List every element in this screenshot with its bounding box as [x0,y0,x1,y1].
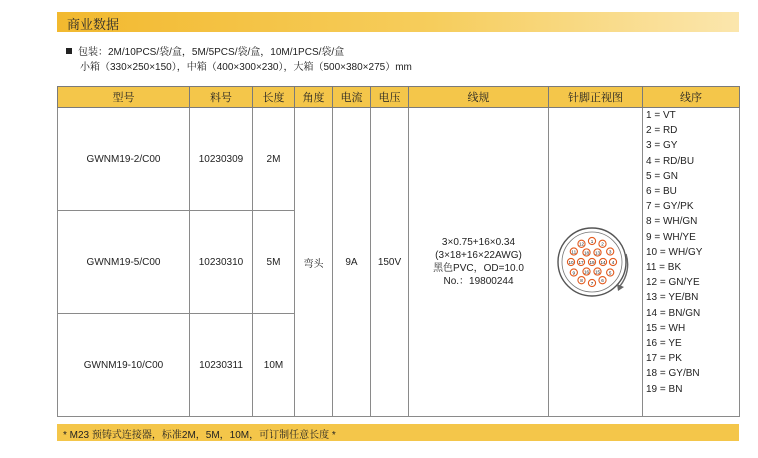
length-cell: 10M [253,314,295,417]
footer-note-bar [57,424,739,441]
pin-number: 16 [583,269,589,275]
header-angle: 角度 [295,87,333,108]
model-cell: GWNM19-2/C00 [58,108,190,211]
table-row [58,108,740,211]
header-length: 长度 [253,87,295,108]
pin-number: 13 [594,250,600,256]
model-cell: GWNM19-10/C00 [58,314,190,417]
angle-cell: 弯头 [295,108,333,417]
wire-sequence-item: 7 = GY/PK [646,201,694,213]
wire-sequence-item: 1 = VT [646,110,676,121]
header-model: 型号 [58,87,190,108]
pin-number: 10 [567,259,574,265]
connector-pin-diagram [554,224,638,300]
pin-number: 19 [588,259,595,265]
wire-sequence-item: 3 = GY [646,140,678,152]
pin-number: 7 [590,280,593,286]
wire-sequence-item: 19 = BN [646,383,683,395]
bullet-square-icon [66,48,72,54]
wire-gauge-line: 3×0.75+16×0.34 [441,237,516,248]
wire-sequence-item: 14 = BN/GN [646,307,701,319]
part-number-cell: 10230311 [190,314,253,417]
wire-sequence-item: 16 = YE [646,338,682,350]
pin-number: 8 [579,277,583,283]
wire-gauge-line: No.：19800244 [443,276,514,287]
length-cell: 2M [253,108,295,211]
pin-group [567,237,616,286]
pin-number: 6 [600,277,604,283]
pin-number: 9 [572,270,575,276]
wire-gauge-line: (3×18+16×22AWG) [435,250,522,261]
wire-sequence-item: 5 = GN [646,170,678,182]
wire-sequence-item: 13 = YE/BN [646,292,699,304]
header-voltage: 电压 [371,87,409,108]
pin-number: 12 [578,241,584,247]
pin-number: 5 [608,270,611,276]
header-wire-sequence: 线序 [643,87,740,108]
header-wire-gauge: 线规 [409,87,549,108]
wire-sequence-item: 12 = GN/YE [646,277,700,289]
footer-note: * M23 预铸式连接器，标准2M，5M，10M，可订制任意长度 * [63,430,336,441]
table-header-row [58,87,740,108]
wire-sequence-item: 8 = WH/GN [646,216,698,228]
packaging-info [66,45,412,75]
pin-number: 14 [599,259,606,265]
part-number-cell: 10230310 [190,211,253,314]
wire-sequence-item: 15 = WH [646,322,686,334]
pin-number: 15 [594,269,600,275]
header-part-number: 料号 [190,87,253,108]
section-header-bar [57,12,739,32]
wire-sequence-item: 4 = RD/BU [646,155,695,167]
header-pin-view: 针脚正视图 [549,87,643,108]
pin-number: 18 [583,250,589,256]
wire-sequence-item: 2 = RD [646,125,678,137]
pin-number: 17 [577,259,584,265]
pin-number: 4 [611,259,614,265]
header-current: 电流 [333,87,371,108]
pin-number: 3 [608,249,611,255]
wire-sequence-item: 17 = PK [646,353,682,365]
wire-sequence-item: 6 = BU [646,186,677,198]
section-title: 商业数据 [67,17,120,32]
current-cell: 9A [333,108,371,417]
spec-table [57,86,740,417]
pin-number: 11 [570,249,576,255]
model-cell: GWNM19-5/C00 [58,211,190,314]
pin-number: 1 [590,238,593,244]
wire-gauge-line: 黑色PVC，OD=10.0 [433,263,524,274]
part-number-cell: 10230309 [190,108,253,211]
packaging-line-2: 小箱（330×250×150），中箱（400×300×230），大箱（500×380×275）mm [80,62,412,73]
length-cell: 5M [253,211,295,314]
wire-sequence-item: 10 = WH/GY [646,246,703,258]
wire-sequence-item: 9 = WH/YE [646,231,696,243]
pin-number: 2 [600,241,604,247]
packaging-line-1: 包装：2M/10PCS/袋/盒，5M/5PCS/袋/盒，10M/1PCS/袋/盒 [78,47,345,58]
wire-gauge-cell [409,108,549,417]
wire-sequence-item: 11 = BK [646,262,682,274]
wire-sequence-item: 18 = GY/BN [646,368,700,380]
voltage-cell: 150V [371,108,409,417]
wire-sequence-cell [643,108,740,417]
pin-view-cell [549,108,643,417]
